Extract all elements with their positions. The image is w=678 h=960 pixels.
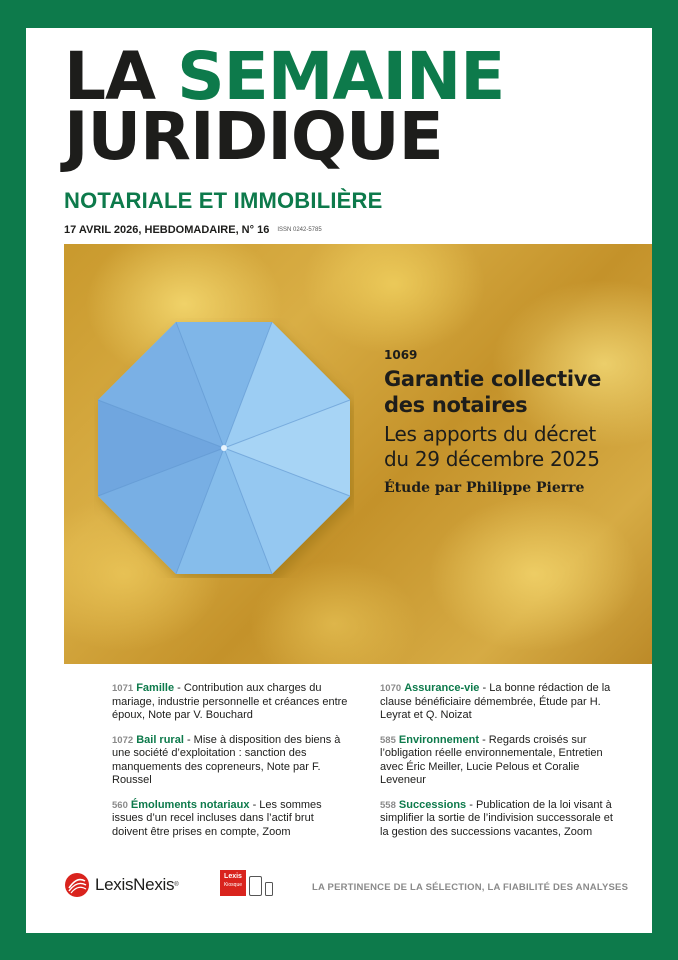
lead-article-title-line1: Garantie collective <box>384 367 602 391</box>
entry-text: - Les sommes issues d’un recel incluses dans l’actif brut doivent être prises en compte, Zoom <box>112 798 322 838</box>
entry-text: - Regards croisés sur l’obligation réelle environnementale, Entretien avec Éric Meiller, Lucie Pelous et Coralie Leveneur <box>380 733 603 786</box>
summary-entry[interactable] <box>380 799 616 840</box>
masthead <box>64 38 505 175</box>
entry-number: 1072 <box>112 734 134 746</box>
kiosque-logo <box>220 870 246 896</box>
entry-rubric: Émoluments notariaux <box>130 798 250 811</box>
summary-entry[interactable] <box>112 682 348 723</box>
kiosque-label-2: Kiosque <box>223 882 243 888</box>
entry-text: - Contribution aux charges du mariage, industrie personnelle et créances entre époux, Note par V. Bouchard <box>112 682 348 721</box>
summary-entry[interactable] <box>380 682 616 723</box>
summary-column-right <box>380 682 616 850</box>
lead-article-author: Étude par Philippe Pierre <box>384 480 585 496</box>
title-la: LA <box>64 38 156 115</box>
lead-article-subtitle-line1: Les apports du décret <box>384 422 596 446</box>
cover-illustration <box>64 244 652 664</box>
entry-rubric: Successions <box>398 798 467 811</box>
lexis-kiosque-badge[interactable] <box>220 870 273 896</box>
lead-article[interactable] <box>384 348 601 496</box>
entry-text: - Publication de la loi visant à simplifier la sortie de l’indivision successorale et la gestion des successions vacantes, Zoom <box>380 798 613 838</box>
lead-article-subtitle-line2: du 29 décembre 2025 <box>384 447 600 471</box>
title-juridique: JURIDIQUE <box>64 98 443 175</box>
entry-text: - Mise à disposition des biens à une société d’exploitation : sanction des manquements des copreneurs, Note par F. Roussel <box>112 733 341 786</box>
summary-column-left <box>112 682 348 850</box>
cover-page <box>26 28 652 933</box>
issn: ISSN 0242-5785 <box>277 227 322 234</box>
issue-date: 17 AVRIL 2026, HEBDOMADAIRE, N° 16 <box>64 224 270 236</box>
summary-entry[interactable] <box>112 734 348 788</box>
entry-rubric: Famille <box>136 682 175 694</box>
title-semaine: SEMAINE <box>177 38 505 115</box>
tablet-icon <box>249 876 262 896</box>
issue-info <box>64 224 322 236</box>
entry-number: 1070 <box>380 683 402 694</box>
journal-subtitle: NOTARIALE ET IMMOBILIÈRE <box>64 188 383 213</box>
umbrella-icon <box>94 318 354 578</box>
entry-rubric: Assurance-vie <box>404 682 480 694</box>
footer <box>26 866 652 906</box>
summary-entry[interactable] <box>380 734 616 788</box>
lexisnexis-logo: LexisNexis ® <box>64 872 179 898</box>
entry-rubric: Environnement <box>398 733 479 746</box>
lead-article-title-line2: des notaires <box>384 393 528 417</box>
tagline: LA PERTINENCE DE LA SÉLECTION, LA FIABILITÉ DES ANALYSES <box>312 882 629 893</box>
entry-text: - La bonne rédaction de la clause bénéficiaire démembrée, Étude par H. Leyrat et Q. Noizat <box>380 682 611 721</box>
lead-article-number: 1069 <box>384 348 418 362</box>
lexisnexis-emblem-icon <box>64 872 90 898</box>
entry-number: 1071 <box>112 683 134 694</box>
entry-number: 560 <box>112 799 128 811</box>
entry-number: 558 <box>380 799 396 811</box>
entry-rubric: Bail rural <box>136 733 184 746</box>
publisher-name: LexisNexis <box>95 875 175 894</box>
summary-entry[interactable] <box>112 799 348 840</box>
phone-icon <box>265 882 273 896</box>
entry-number: 585 <box>380 734 396 746</box>
kiosque-label-1: Lexis <box>224 873 242 880</box>
